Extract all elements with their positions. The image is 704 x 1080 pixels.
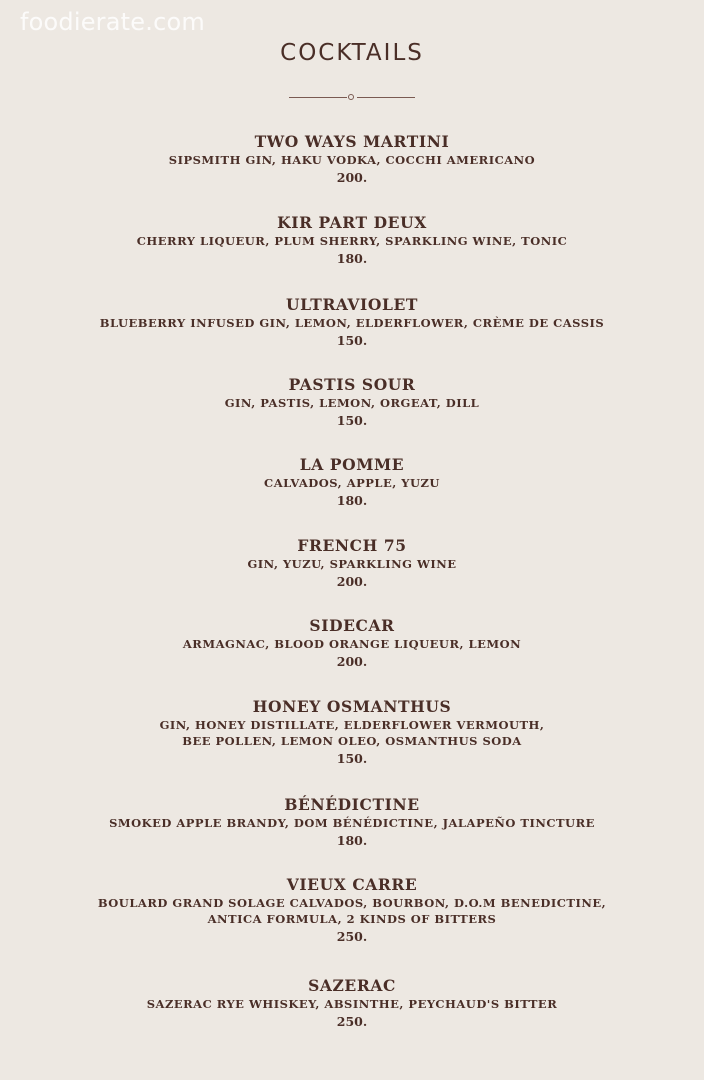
watermark: foodierate.com [20, 8, 205, 36]
menu-item-sidecar [0, 615, 704, 671]
divider-ornament [348, 94, 354, 100]
item-name: PASTIS SOUR [288, 375, 416, 394]
menu-item-two-ways-martini [0, 131, 704, 187]
divider-line-right [357, 97, 415, 98]
item-price: 200. [336, 654, 368, 669]
item-name: ULTRAVIOLET [285, 295, 419, 314]
item-name: BÉNÉDICTINE [284, 795, 420, 814]
menu-item-honey-osmanthus [0, 696, 704, 768]
item-description: SIPSMITH GIN, HAKU VODKA, COCCHI AMERICANO [168, 153, 536, 167]
item-price: 180. [336, 833, 368, 848]
item-description: CHERRY LIQUEUR, PLUM SHERRY, SPARKLING WINE, TONIC [136, 234, 568, 248]
item-name: FRENCH 75 [297, 536, 407, 555]
divider-line-left [289, 97, 347, 98]
item-description: BEE POLLEN, LEMON OLEO, OSMANTHUS SODA [182, 734, 522, 748]
menu-item-pastis-sour [0, 374, 704, 430]
item-description: SMOKED APPLE BRANDY, DOM BÉNÉDICTINE, JALAPEÑO TINCTURE [109, 816, 595, 830]
item-price: 200. [336, 574, 368, 589]
item-name: TWO WAYS MARTINI [254, 132, 450, 151]
item-description: ANTICA FORMULA, 2 KINDS OF BITTERS [207, 912, 497, 926]
item-price: 250. [336, 929, 368, 944]
item-description: BLUEBERRY INFUSED GIN, LEMON, ELDERFLOWER, CRÈME DE CASSIS [99, 316, 605, 330]
item-name: LA POMME [299, 455, 405, 474]
item-price: 250. [336, 1014, 368, 1029]
menu-item-benedictine [0, 794, 704, 850]
menu-item-french-75 [0, 535, 704, 591]
title-divider [289, 92, 415, 102]
item-description: BOULARD GRAND SOLAGE CALVADOS, BOURBON, D.O.M BENEDICTINE, [97, 896, 607, 910]
item-description: GIN, YUZU, SPARKLING WINE [247, 557, 457, 571]
item-price: 150. [336, 751, 368, 766]
item-description: SAZERAC RYE WHISKEY, ABSINTHE, PEYCHAUD'S BITTER [146, 997, 558, 1011]
item-price: 150. [336, 413, 368, 428]
item-name: HONEY OSMANTHUS [252, 697, 452, 716]
item-name: SIDECAR [309, 616, 395, 635]
item-price: 150. [336, 333, 368, 348]
item-name: SAZERAC [308, 976, 396, 995]
menu-item-la-pomme [0, 454, 704, 510]
menu-item-sazerac [0, 975, 704, 1031]
item-description: ARMAGNAC, BLOOD ORANGE LIQUEUR, LEMON [182, 637, 522, 651]
item-price: 200. [336, 170, 368, 185]
item-description: CALVADOS, APPLE, YUZU [264, 476, 440, 490]
item-description: GIN, PASTIS, LEMON, ORGEAT, DILL [224, 396, 480, 410]
item-name: KIR PART DEUX [277, 213, 427, 232]
item-description: GIN, HONEY DISTILLATE, ELDERFLOWER VERMOUTH, [159, 718, 545, 732]
item-name: VIEUX CARRE [286, 875, 418, 894]
menu-item-vieux-carre [0, 874, 704, 946]
menu-item-ultraviolet [0, 294, 704, 350]
page-title: COCKTAILS [280, 40, 424, 66]
menu-item-kir-part-deux [0, 212, 704, 268]
item-price: 180. [336, 251, 368, 266]
item-price: 180. [336, 493, 368, 508]
